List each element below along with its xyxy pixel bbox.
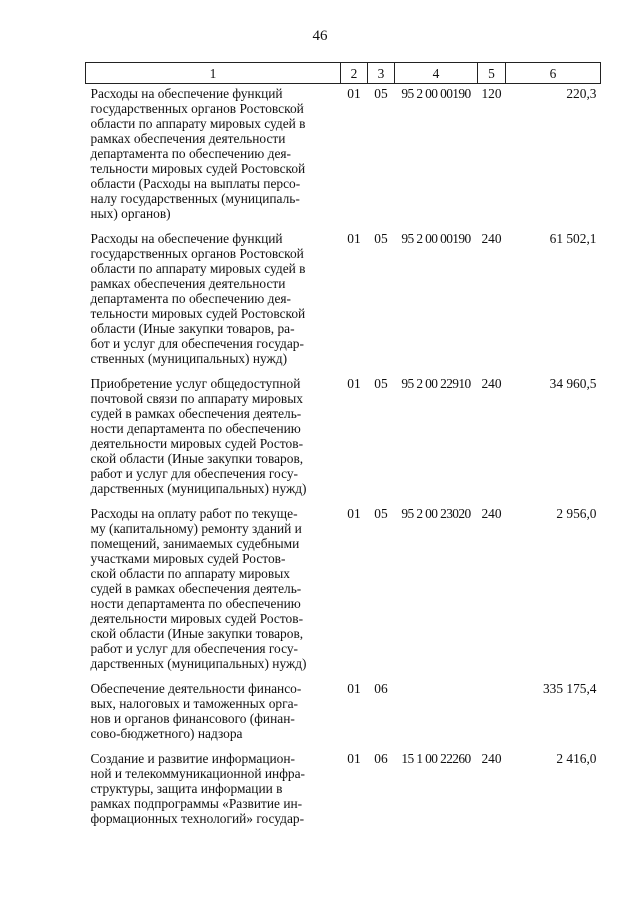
- column-header-5: 5: [478, 63, 506, 84]
- description-line: работ и услуг для обеспечения госу-: [90, 466, 298, 481]
- description-line: судей в рамках обеспечения деятель-: [90, 581, 302, 596]
- subsection-code-cell: 06: [374, 751, 388, 766]
- description-line: ной и телекоммуникационной инфра-: [90, 766, 305, 781]
- description-cell: [86, 84, 341, 230]
- table-row: [86, 374, 601, 504]
- description-line: тельности мировых судей Ростовской: [90, 161, 306, 176]
- description-cell: [86, 504, 341, 679]
- description-line: рамках обеспечения деятельности: [90, 131, 286, 146]
- description-line: области по аппарату мировых судей в: [90, 116, 306, 131]
- description-line: государственных органов Ростовской: [90, 101, 304, 116]
- section-code-cell: 01: [347, 231, 361, 246]
- subsection-code-cell: 05: [374, 506, 388, 521]
- expense-type-cell: 240: [481, 376, 502, 391]
- amount-cell: 34 960,5: [549, 376, 597, 391]
- target-article-cell: 95 2 00 22910: [401, 376, 471, 391]
- subsection-code-cell: 06: [374, 681, 388, 696]
- description-line: деятельности мировых судей Ростов-: [90, 611, 304, 626]
- description-line: сово-бюджетного) надзора: [90, 726, 243, 741]
- target-article-cell: [395, 679, 478, 749]
- description-line: формационных технологий» государ-: [90, 811, 305, 826]
- description-line: судей в рамках обеспечения деятель-: [90, 406, 302, 421]
- description-line: участками мировых судей Ростов-: [90, 551, 286, 566]
- column-header-2: 2: [341, 63, 368, 84]
- target-article-cell: 15 1 00 22260: [401, 751, 471, 766]
- description-line: работ и услуг для обеспечения госу-: [90, 641, 298, 656]
- description-line: почтовой связи по аппарату мировых: [90, 391, 303, 406]
- column-header-6: 6: [506, 63, 601, 84]
- description-line: бот и услуг для обеспечения государ-: [90, 336, 304, 351]
- column-header-1: 1: [86, 63, 341, 84]
- description-line: ности департамента по обеспечению: [90, 421, 301, 436]
- table-row: [86, 504, 601, 679]
- description-cell: [86, 229, 341, 374]
- table-row: [86, 679, 601, 749]
- budget-table: [85, 62, 601, 834]
- target-article-cell: 95 2 00 23020: [401, 506, 471, 521]
- target-article-cell: 95 2 00 00190: [401, 86, 471, 101]
- description-line: Расходы на оплату работ по текуще-: [90, 506, 298, 521]
- amount-cell: 220,3: [566, 86, 597, 101]
- section-code-cell: 01: [347, 506, 361, 521]
- description-line: вых, налоговых и таможенных орга-: [90, 696, 299, 711]
- subsection-code-cell: 05: [374, 231, 388, 246]
- expense-type-cell: 120: [481, 86, 502, 101]
- description-line: рамках подпрограммы «Развитие ин-: [90, 796, 303, 811]
- target-article-cell: 95 2 00 00190: [401, 231, 471, 246]
- description-line: области (Иные закупки товаров, ра-: [90, 321, 295, 336]
- table-header-row: [86, 63, 601, 84]
- description-line: государственных органов Ростовской: [90, 246, 304, 261]
- description-line: Создание и развитие информацион-: [90, 751, 295, 766]
- section-code-cell: 01: [347, 681, 361, 696]
- description-line: деятельности мировых судей Ростов-: [90, 436, 304, 451]
- subsection-code-cell: 05: [374, 376, 388, 391]
- description-line: ственных (муниципальных) нужд): [90, 351, 288, 366]
- description-line: му (капитальному) ремонту зданий и: [90, 521, 302, 536]
- description-line: тельности мировых судей Ростовской: [90, 306, 306, 321]
- amount-cell: 2 956,0: [556, 506, 597, 521]
- expense-type-cell: 240: [481, 231, 502, 246]
- description-cell: [86, 374, 341, 504]
- section-code-cell: 01: [347, 376, 361, 391]
- section-code-cell: 01: [347, 86, 361, 101]
- description-line: налу государственных (муниципаль-: [90, 191, 300, 206]
- description-line: департамента по обеспечению дея-: [90, 146, 292, 161]
- expense-type-cell: [478, 679, 506, 749]
- description-line: Расходы на обеспечение функций: [90, 231, 283, 246]
- description-line: департамента по обеспечению дея-: [90, 291, 292, 306]
- description-line: ных) органов): [90, 206, 171, 221]
- description-line: ской области (Иные закупки товаров,: [90, 451, 304, 466]
- description-line: нов и органов финансового (финан-: [90, 711, 295, 726]
- description-cell: [86, 679, 341, 749]
- description-line: дарственных (муниципальных) нужд): [90, 656, 307, 671]
- amount-cell: 61 502,1: [549, 231, 597, 246]
- description-line: Расходы на обеспечение функций: [90, 86, 283, 101]
- description-line: области (Расходы на выплаты персо-: [90, 176, 301, 191]
- section-code-cell: 01: [347, 751, 361, 766]
- table-row: [86, 749, 601, 834]
- description-line: дарственных (муниципальных) нужд): [90, 481, 307, 496]
- description-line: ской области по аппарату мировых: [90, 566, 290, 581]
- description-line: ской области (Иные закупки товаров,: [90, 626, 304, 641]
- page-number: 46: [312, 28, 328, 44]
- expense-type-cell: 240: [481, 506, 502, 521]
- description-line: Обеспечение деятельности финансо-: [90, 681, 302, 696]
- column-header-4: 4: [395, 63, 478, 84]
- description-cell: [86, 749, 341, 834]
- expense-type-cell: 240: [481, 751, 502, 766]
- amount-cell: 335 175,4: [542, 681, 597, 696]
- column-header-3: 3: [368, 63, 395, 84]
- description-line: области по аппарату мировых судей в: [90, 261, 306, 276]
- description-line: помещений, занимаемых судебными: [90, 536, 300, 551]
- description-line: Приобретение услуг общедоступной: [90, 376, 301, 391]
- description-line: рамках обеспечения деятельности: [90, 276, 286, 291]
- subsection-code-cell: 05: [374, 86, 388, 101]
- table-row: [86, 84, 601, 230]
- description-line: ности департамента по обеспечению: [90, 596, 301, 611]
- description-line: структуры, защита информации в: [90, 781, 283, 796]
- amount-cell: 2 416,0: [556, 751, 597, 766]
- table-row: [86, 229, 601, 374]
